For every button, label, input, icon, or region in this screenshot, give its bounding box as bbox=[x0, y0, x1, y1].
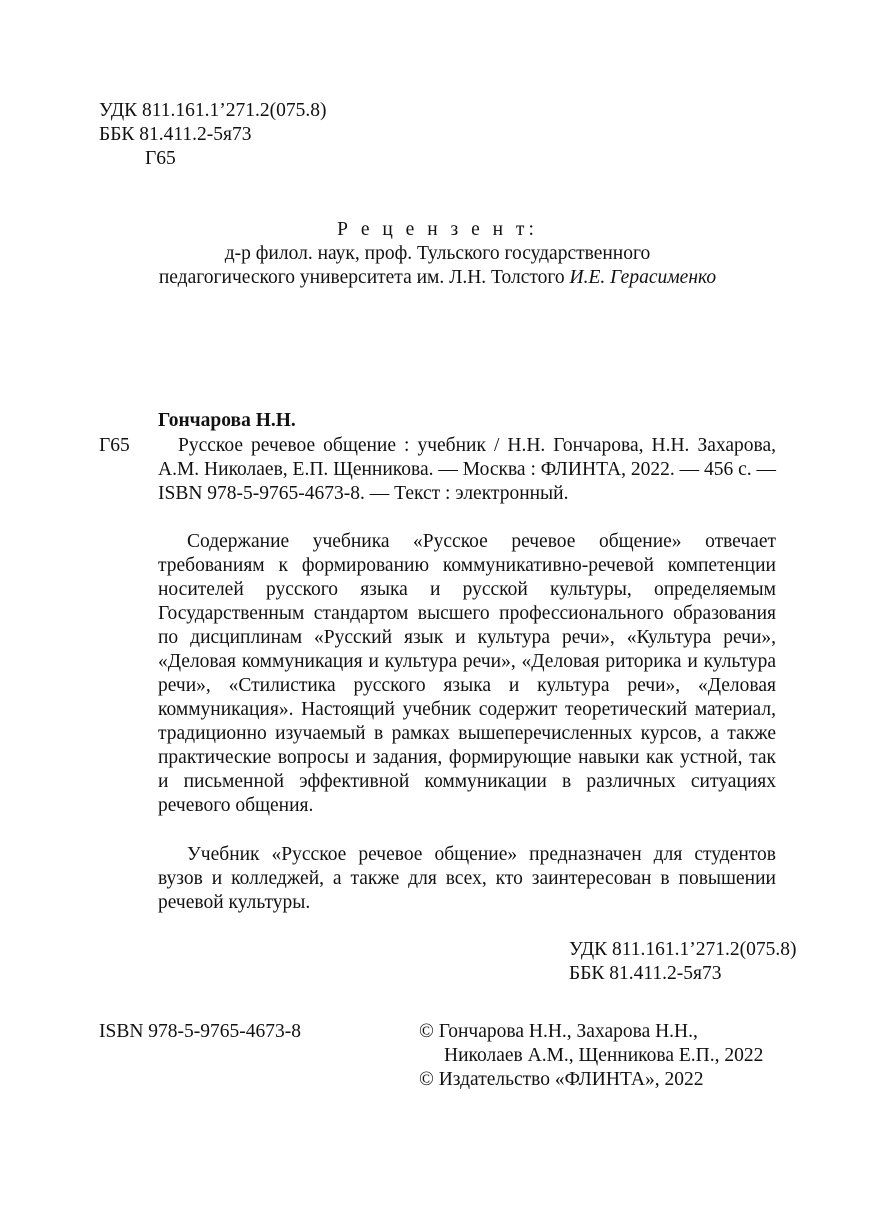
annotation-block bbox=[158, 530, 776, 818]
copyright-publisher: © Издательство «ФЛИНТА», 2022 bbox=[419, 1069, 704, 1090]
bibliographic-description: Русское речевое общение : учебник / Н.Н. Гончарова, Н.Н. Захарова, А.М. Николаев, Е.П. Щенникова. — Москва : ФЛИНТА, 2022. — 456 с. — ISBN 978-5-9765-4673-8. — Текст : электронный. bbox=[158, 435, 777, 504]
author-mark: Г65 bbox=[145, 148, 176, 169]
footer-bbk: ББК 81.411.2-5я73 bbox=[569, 963, 722, 984]
footer-udk: УДК 811.161.1’271.2(075.8) bbox=[569, 939, 797, 960]
reviewer-affiliation bbox=[0, 266, 875, 290]
entry-author-mark: Г65 bbox=[99, 435, 130, 456]
reviewer-affiliation-text: педагогического университета им. Л.Н. Толстого bbox=[158, 267, 570, 288]
reviewer-name: И.Е. Герасименко bbox=[569, 267, 717, 288]
reviewer-credentials: д-р филол. наук, проф. Тульского государственного bbox=[224, 243, 651, 264]
annotation-block-2 bbox=[158, 843, 776, 915]
copyright-authors-line-2: Николаев А.М., Щенникова Е.П., 2022 bbox=[444, 1045, 764, 1066]
entry-author: Гончарова Н.Н. bbox=[158, 410, 296, 431]
copyright-authors-line-1: © Гончарова Н.Н., Захарова Н.Н., bbox=[419, 1021, 698, 1042]
udk-code: УДК 811.161.1’271.2(075.8) bbox=[99, 100, 327, 121]
reviewer-title: Р е ц е н з е н т: bbox=[337, 219, 538, 240]
isbn: ISBN 978-5-9765-4673-8 bbox=[99, 1021, 302, 1042]
annotation-paragraph-1: Содержание учебника «Русское речевое общение» отвечает требованиям к формированию коммуникативно-речевой компетенции носителей русского языка и русской культуры, определяемым Государственным стандартом высшего профессионального образования по дисциплинам «Русский язык и культура речи», «Культура речи», «Деловая коммуникация и культура речи», «Деловая риторика и культура речи», «Стилистика русского языка и культура речи», «Деловая коммуникация». Настоящий учебник содержит теоретический материал, традиционно изучаемый в рамках вышеперечисленных курсов, а также практические вопросы и задания, формирующие навыки как устной, так и письменной эффективной коммуникации в различных ситуациях речевого общения. bbox=[158, 531, 776, 816]
bbk-code: ББК 81.411.2-5я73 bbox=[99, 124, 252, 145]
annotation-paragraph-2: Учебник «Русское речевое общение» предназначен для студентов вузов и колледжей, а также для всех, кто заинтересован в повышении речевой культуры. bbox=[158, 844, 776, 913]
